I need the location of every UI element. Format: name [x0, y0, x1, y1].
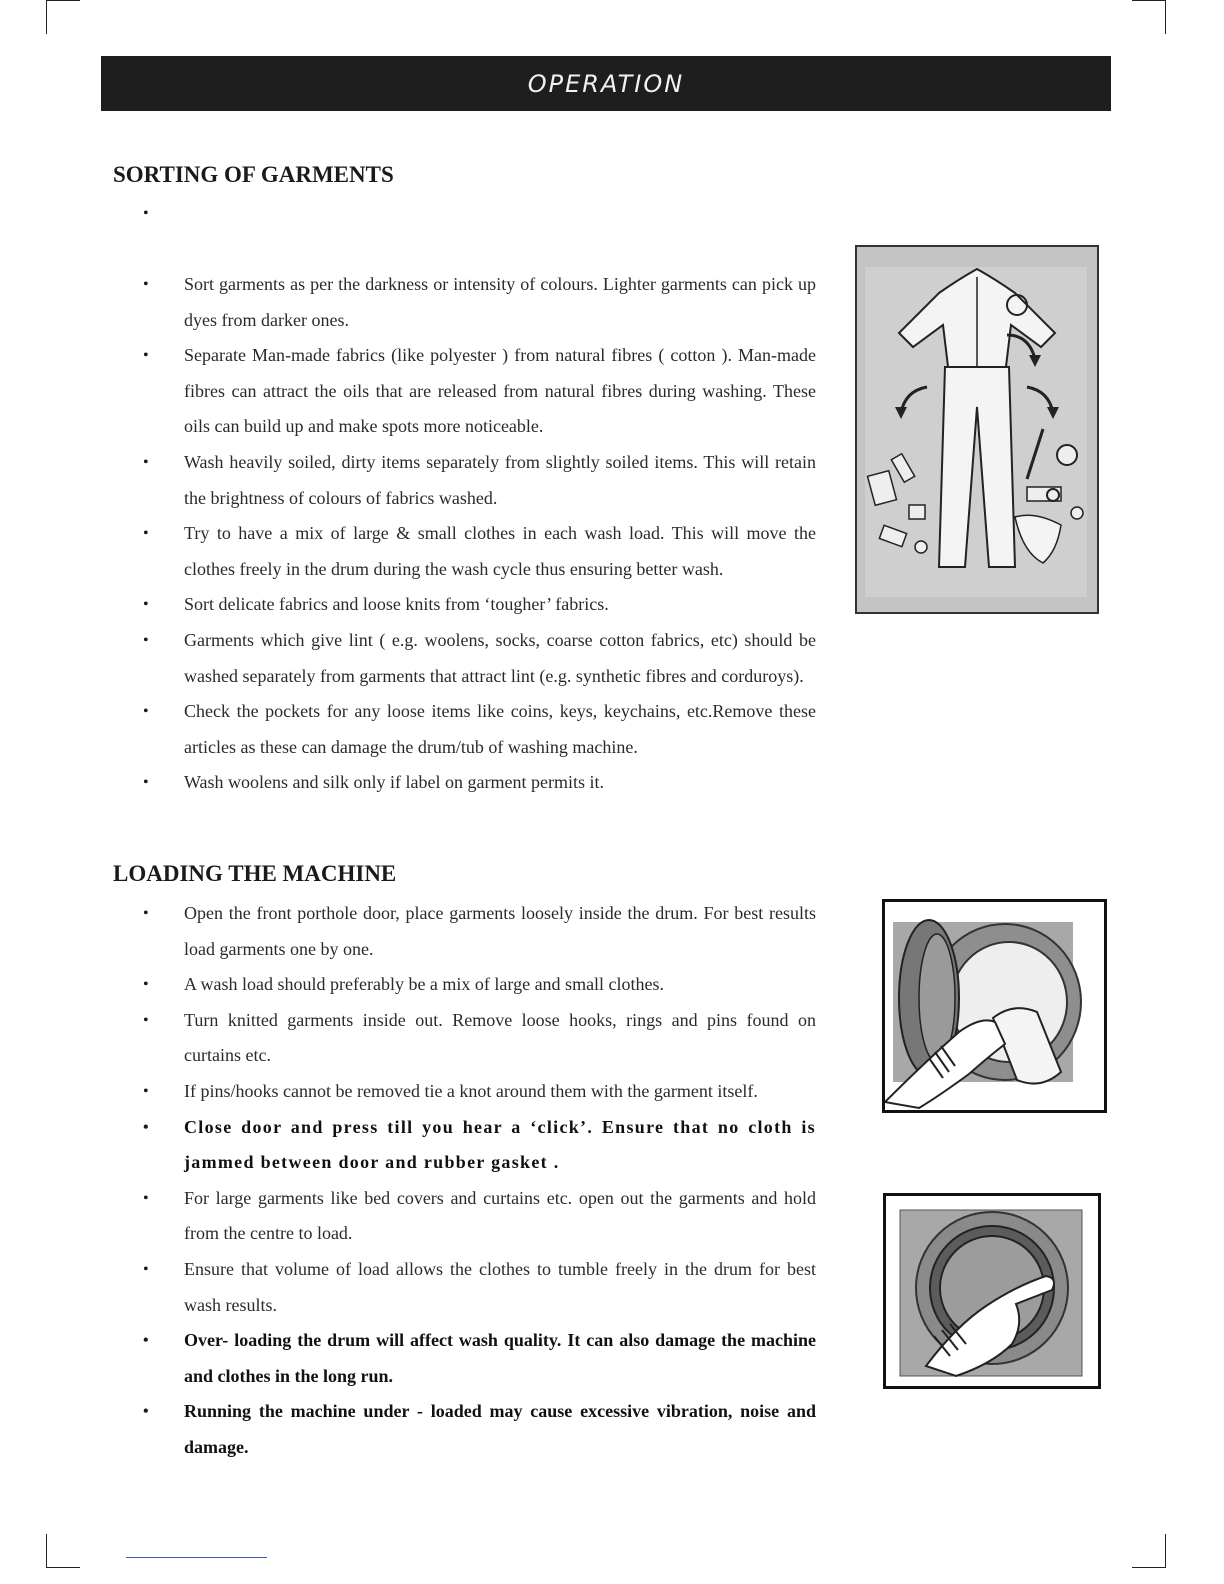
garments-illustration: [855, 245, 1099, 614]
crop-mark-top-left-v: [46, 0, 47, 34]
list-item: • Try to have a mix of large & small clothes in each wash load. This will move the clothes freely in the drum during the wash cycle thus ensuring better wash.: [0, 516, 816, 587]
loading-drum-illustration: [882, 899, 1107, 1113]
footer-rule: [126, 1557, 267, 1558]
closing-door-drawing: [886, 1196, 1098, 1386]
list-item: • Sort delicate fabrics and loose knits from ‘tougher’ fabrics.: [0, 587, 816, 623]
crop-mark-bottom-right-h: [1132, 1567, 1166, 1568]
crop-mark-bottom-left-h: [46, 1567, 80, 1568]
loading-drum-drawing: [885, 902, 1104, 1110]
section-heading-sorting: SORTING OF GARMENTS: [113, 162, 394, 187]
crop-mark-top-right-v: [1165, 0, 1166, 34]
list-item: • If pins/hooks cannot be removed tie a knot around them with the garment itself.: [0, 1074, 816, 1110]
list-item: • For large garments like bed covers and curtains etc. open out the garments and hold from the centre to load.: [0, 1181, 816, 1252]
list-item: • Garments which give lint ( e.g. woolens, socks, coarse cotton fabrics, etc) should be washed separately from garments that attract lint (e.g. synthetic fibres and corduroys).: [0, 623, 816, 694]
loading-list: [0, 896, 816, 1466]
list-item: [0, 196, 816, 267]
list-item: • Separate Man-made fabrics (like polyester ) from natural fibres ( cotton ). Man-made fibres can attract the oils that are released from natural fibres during washing. These oils can build up and make spots more noticeable.: [0, 338, 816, 445]
closing-door-illustration: [883, 1193, 1101, 1389]
section-heading-loading: LOADING THE MACHINE: [113, 861, 397, 886]
list-item: • Sort garments as per the darkness or intensity of colours. Lighter garments can pick up dyes from darker ones.: [0, 267, 816, 338]
crop-mark-top-right-h: [1132, 0, 1166, 1]
crop-mark-bottom-right-v: [1165, 1534, 1166, 1568]
list-item: • Over- loading the drum will affect wash quality. It can also damage the machine and clothes in the long run.: [0, 1323, 816, 1394]
sorting-list: [0, 196, 816, 801]
list-item: • Wash heavily soiled, dirty items separately from slightly soiled items. This will retain the brightness of colours of fabrics washed.: [0, 445, 816, 516]
crop-mark-bottom-left-v: [46, 1534, 47, 1568]
list-item: • Close door and press till you hear a ‘click’. Ensure that no cloth is jammed between door and rubber gasket .: [0, 1110, 816, 1181]
garments-drawing: [857, 247, 1097, 612]
page-title: OPERATION: [527, 69, 685, 98]
header-bar: [101, 56, 1111, 111]
list-item: • Turn knitted garments inside out. Remove loose hooks, rings and pins found on curtains etc.: [0, 1003, 816, 1074]
crop-mark-top-left-h: [46, 0, 80, 1]
list-item: • Check the pockets for any loose items like coins, keys, keychains, etc.Remove these articles as these can damage the drum/tub of washing machine.: [0, 694, 816, 765]
list-item: • Wash woolens and silk only if label on garment permits it.: [0, 765, 816, 801]
list-item: • Open the front porthole door, place garments loosely inside the drum. For best results load garments one by one.: [0, 896, 816, 967]
list-item: • Ensure that volume of load allows the clothes to tumble freely in the drum for best wash results.: [0, 1252, 816, 1323]
list-item: • Running the machine under - loaded may cause excessive vibration, noise and damage.: [0, 1394, 816, 1465]
list-item: • A wash load should preferably be a mix of large and small clothes.: [0, 967, 816, 1003]
